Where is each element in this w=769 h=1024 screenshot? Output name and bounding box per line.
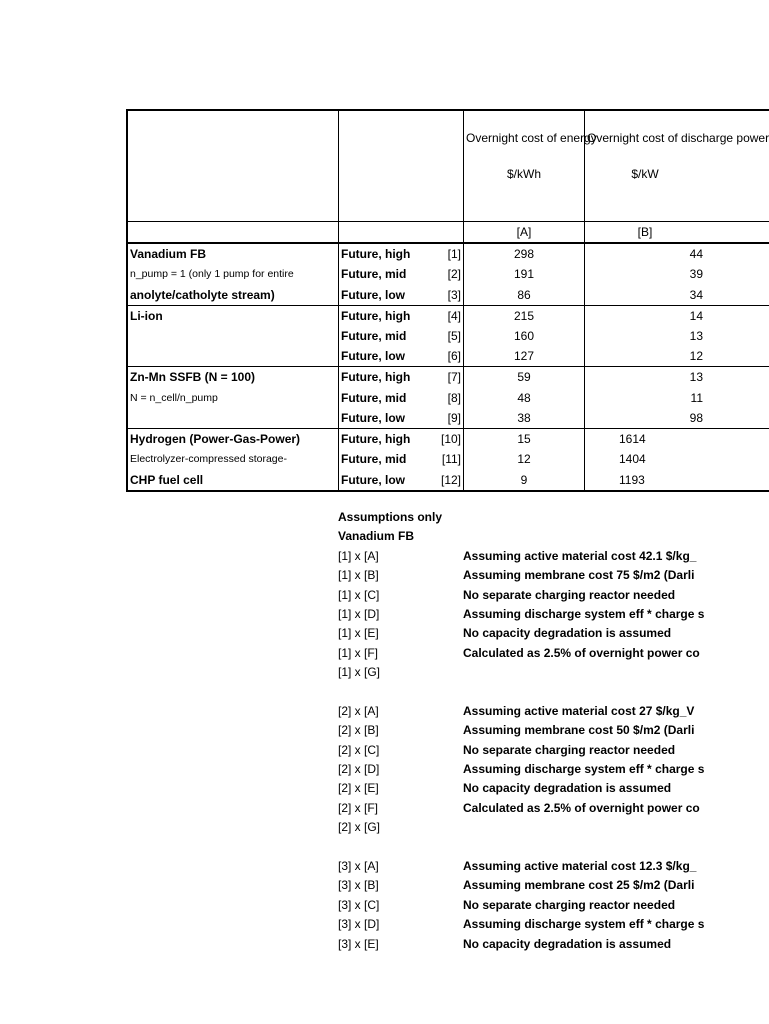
table-row [127, 305, 769, 326]
power-cell: 34 [585, 285, 706, 306]
note-line [338, 605, 705, 624]
header-cell-extra [705, 110, 769, 222]
scenario-cell: Future, high [339, 243, 424, 264]
energy-cell: 12 [464, 449, 585, 469]
notes-list [338, 547, 705, 954]
col-a-unit: $/kWh [506, 167, 541, 181]
note-ref: [2] x [F] [338, 800, 379, 815]
scenario-cell: Future, mid [339, 326, 424, 346]
note-text: No separate charging reactor needed [463, 897, 676, 912]
power-cell: 13 [585, 367, 706, 388]
table-row [127, 285, 769, 306]
note-text: Assuming discharge system eff * charge s [463, 606, 705, 621]
ref-cell: [9] [447, 410, 461, 425]
tech-cell: Electrolyzer-compressed storage- [127, 449, 339, 469]
ref-cell: [1] [423, 243, 464, 264]
col-a-ref: [A] [464, 222, 585, 244]
power-cell: 12 [585, 346, 706, 367]
power-cell: 98 [585, 408, 706, 429]
power-cell: 13 [585, 326, 706, 346]
ref-cell: [5] [447, 329, 461, 344]
note-line [338, 741, 692, 760]
power-cell: 44 [585, 243, 706, 264]
note-line [338, 547, 697, 566]
note-ref: [2] x [A] [338, 703, 379, 718]
note-text: Calculated as 2.5% of overnight power co [463, 800, 700, 815]
note-ref: [2] x [E] [338, 781, 379, 796]
note-ref: [1] x [C] [338, 587, 380, 602]
notes-subtitle: Vanadium FB [338, 529, 415, 544]
note-line [338, 760, 705, 779]
scenario-cell: Future, low [339, 408, 424, 429]
note-text: Assuming membrane cost 50 $/m2 (Darli [463, 723, 695, 738]
energy-cell: 9 [464, 469, 585, 490]
assumptions-notes [338, 508, 705, 954]
tech-cell: n_pump = 1 (only 1 pump for entire [127, 264, 339, 284]
note-line [338, 799, 700, 818]
note-line [338, 683, 692, 702]
note-line [338, 896, 692, 915]
note-line [338, 857, 697, 876]
notes-title: Assumptions only [338, 510, 443, 524]
note-line [338, 566, 695, 585]
scenario-cell: Future, low [339, 285, 424, 306]
ref-cell: [7] [423, 367, 464, 388]
scenario-cell: Future, high [339, 305, 424, 326]
note-ref: [3] x [C] [338, 897, 380, 912]
note-ref: [1] x [F] [338, 645, 379, 660]
col-b-ref: [B] [585, 222, 706, 244]
ref-cell: [8] [447, 390, 461, 405]
tech-cell: N = n_cell/n_pump [127, 387, 339, 407]
note-text: Assuming discharge system eff * charge s [463, 762, 705, 777]
note-text: No capacity degradation is assumed [463, 781, 672, 796]
tech-cell: Vanadium FB [127, 243, 339, 264]
power-cell: 1193 [585, 469, 706, 490]
note-line [338, 624, 692, 643]
note-ref: [2] x [B] [338, 723, 379, 738]
ref-cell: [11] [441, 452, 461, 467]
energy-cell: 298 [464, 243, 585, 264]
table-row [127, 469, 769, 490]
note-ref: [1] x [E] [338, 626, 379, 641]
note-text: No separate charging reactor needed [463, 587, 676, 602]
note-text: Assuming membrane cost 75 $/m2 (Darli [463, 568, 695, 583]
note-ref: [2] x [D] [338, 762, 380, 777]
tech-cell: Li-ion [127, 305, 339, 326]
note-ref: [3] x [B] [338, 878, 379, 893]
table-row [127, 243, 769, 264]
note-text: No separate charging reactor needed [463, 742, 676, 757]
power-cell: 1614 [585, 429, 706, 450]
tech-cell [127, 326, 339, 346]
table-row [127, 346, 769, 367]
note-ref: [3] x [A] [338, 859, 379, 874]
note-ref: [2] x [G] [338, 820, 381, 835]
tech-cell [127, 408, 339, 429]
energy-cell: 48 [464, 387, 585, 407]
ref-cell: [10] [423, 429, 464, 450]
note-line [338, 915, 705, 934]
header-cell-scenario [339, 110, 424, 222]
header-cell-ref [423, 110, 464, 222]
ref-cell: [4] [423, 305, 464, 326]
note-line [338, 663, 692, 682]
note-line [338, 779, 692, 798]
note-line [338, 876, 695, 895]
tech-cell: Zn-Mn SSFB (N = 100) [127, 367, 339, 388]
table-row [127, 449, 769, 469]
note-ref: [1] x [B] [338, 568, 379, 583]
power-cell: 39 [585, 264, 706, 284]
tech-cell [127, 346, 339, 367]
tech-cell: Hydrogen (Power-Gas-Power) [127, 429, 339, 450]
table-row [127, 387, 769, 407]
note-ref: [1] x [G] [338, 665, 381, 680]
power-cell: 11 [585, 387, 706, 407]
note-text: Assuming active material cost 42.1 $/kg_ [463, 548, 697, 563]
header-cell-power [585, 110, 769, 222]
table-header-row [127, 110, 769, 222]
tech-cell: CHP fuel cell [127, 469, 339, 490]
scenario-cell: Future, mid [339, 449, 424, 469]
note-text: Assuming membrane cost 25 $/m2 (Darli [463, 878, 695, 893]
table-row [127, 408, 769, 429]
table-row [127, 367, 769, 388]
scenario-cell: Future, high [339, 429, 424, 450]
table-row [127, 264, 769, 284]
power-cell: 1404 [585, 449, 706, 469]
energy-cell: 86 [464, 285, 585, 306]
note-line [338, 644, 700, 663]
scenario-cell: Future, high [339, 367, 424, 388]
col-b-title: Overnight cost of discharge power [587, 131, 769, 145]
note-text: No capacity degradation is assumed [463, 936, 672, 951]
energy-cell: 127 [464, 346, 585, 367]
scenario-cell: Future, low [339, 346, 424, 367]
energy-cell: 15 [464, 429, 585, 450]
header-cell-tech [127, 110, 339, 222]
table-row [127, 429, 769, 450]
scenario-cell: Future, low [339, 469, 424, 490]
tech-cell: anolyte/catholyte stream) [127, 285, 339, 306]
energy-cell: 38 [464, 408, 585, 429]
energy-cell: 215 [464, 305, 585, 326]
col-b-unit: $/kW [631, 167, 659, 181]
header-cell-energy [464, 110, 597, 222]
note-ref: [1] x [A] [338, 548, 379, 563]
note-ref: [3] x [D] [338, 917, 380, 932]
cost-table [126, 109, 769, 492]
note-ref: [2] x [C] [338, 742, 380, 757]
scenario-cell: Future, mid [339, 387, 424, 407]
ref-cell: [6] [447, 349, 461, 364]
note-line [338, 721, 695, 740]
ref-cell: [2] [447, 267, 461, 282]
note-line [338, 702, 695, 721]
energy-cell: 191 [464, 264, 585, 284]
note-text: Assuming discharge system eff * charge s [463, 917, 705, 932]
table-ref-row [127, 222, 769, 244]
note-text: Assuming active material cost 27 $/kg_V [463, 703, 695, 718]
note-text: Assuming active material cost 12.3 $/kg_ [463, 859, 697, 874]
note-line [338, 586, 692, 605]
ref-cell: [12] [423, 469, 464, 490]
energy-cell: 160 [464, 326, 585, 346]
ref-cell: [3] [447, 287, 461, 302]
scenario-cell: Future, mid [339, 264, 424, 284]
note-ref: [3] x [E] [338, 936, 379, 951]
col-a-title: Overnight cost of energy [466, 131, 597, 145]
note-line [338, 818, 692, 837]
note-line [338, 838, 692, 857]
note-text: Calculated as 2.5% of overnight power co [463, 645, 700, 660]
note-line [338, 935, 692, 954]
power-cell: 14 [585, 305, 706, 326]
note-text: No capacity degradation is assumed [463, 626, 672, 641]
note-ref: [1] x [D] [338, 606, 380, 621]
table-row [127, 326, 769, 346]
energy-cell: 59 [464, 367, 585, 388]
